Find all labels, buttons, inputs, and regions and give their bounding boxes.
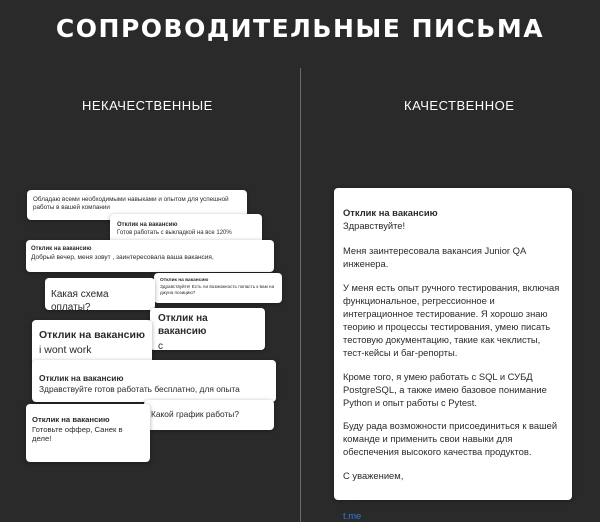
letter-paragraph: Буду рада возможности присоединиться к вашей команде и применить свои навыки для обеспечения высокого качества продуктов.	[343, 420, 558, 458]
bad-message-text: i wont work	[39, 344, 92, 357]
bad-message-card	[150, 308, 265, 350]
bad-message-heading: Отклик на вакансию	[117, 222, 178, 228]
column-divider	[300, 68, 301, 522]
bad-message-card	[154, 273, 282, 303]
letter-paragraph: Кроме того, я умею работать с SQL и СУБД PostgreSQL, а также имею базовое понимание Python и опыт работы с Pytest.	[343, 370, 547, 408]
bad-message-heading: Отклик на вакансию	[31, 246, 92, 252]
bad-message-heading: Отклик на вакансию	[39, 373, 124, 383]
good-letter-card	[334, 188, 572, 521]
bad-message-text: Здравствуйте готов работать бесплатно, для опыта	[39, 383, 240, 394]
bad-message-heading: Отклик на вакансию	[158, 313, 208, 337]
right-heading: КАЧЕСТВЕННОЕ	[404, 98, 515, 113]
bad-message-card	[26, 404, 150, 462]
contact-link[interactable]: t.me	[343, 509, 362, 521]
letter-signoff: С уважением,	[343, 469, 404, 481]
bad-message-text: с	[158, 341, 163, 352]
letter-paragraph: У меня есть опыт ручного тестирования, включая функциональное, регрессионное и интеграционное тестирование. Я хорошо знаю теорию и процессы тестирования, умею писать тестовую документацию, такие как чеклисты, тест-кейсы и баг-репорты.	[343, 281, 560, 359]
contact-label: тел:	[343, 496, 361, 508]
bad-message-text: Добрый вечер, меня зовут , заинтересовала ваша вакансия,	[31, 253, 214, 261]
bad-message-card	[26, 240, 274, 272]
left-heading: НЕКАЧЕСТВЕННЫЕ	[82, 98, 213, 113]
letter-paragraph: Меня заинтересовала вакансия Junior QA инженера.	[343, 245, 526, 270]
bad-message-card	[144, 400, 274, 430]
bad-message-card	[45, 278, 155, 313]
page-title: СОПРОВОДИТЕЛЬНЫЕ ПИСЬМА	[55, 14, 545, 43]
bad-message-heading: Отклик на вакансию	[160, 278, 209, 283]
bad-message-text: Какой график работы?	[151, 409, 239, 419]
bad-message-heading: Отклик на вакансию	[39, 329, 145, 341]
bad-message-text: Какая схема оплаты?	[51, 289, 109, 313]
letter-greeting: Здравствуйте!	[343, 220, 406, 232]
bad-message-heading: Отклик на вакансию	[32, 415, 110, 424]
bad-message-text: Готовьте оффер, Санек в деле!	[32, 424, 123, 444]
letter-heading: Отклик на вакансию	[343, 207, 438, 218]
bad-message-text: Обладаю всеми необходимыми навыками и опытом для успешной работы в вашей компании	[33, 196, 229, 211]
bad-message-text: Здравствуйте! Есть ли возможность попасть к вам на джуна позицию?	[160, 283, 275, 295]
bad-message-card	[32, 360, 276, 402]
bad-message-text: Готов работать с выкладкой на все 120%	[117, 229, 232, 236]
